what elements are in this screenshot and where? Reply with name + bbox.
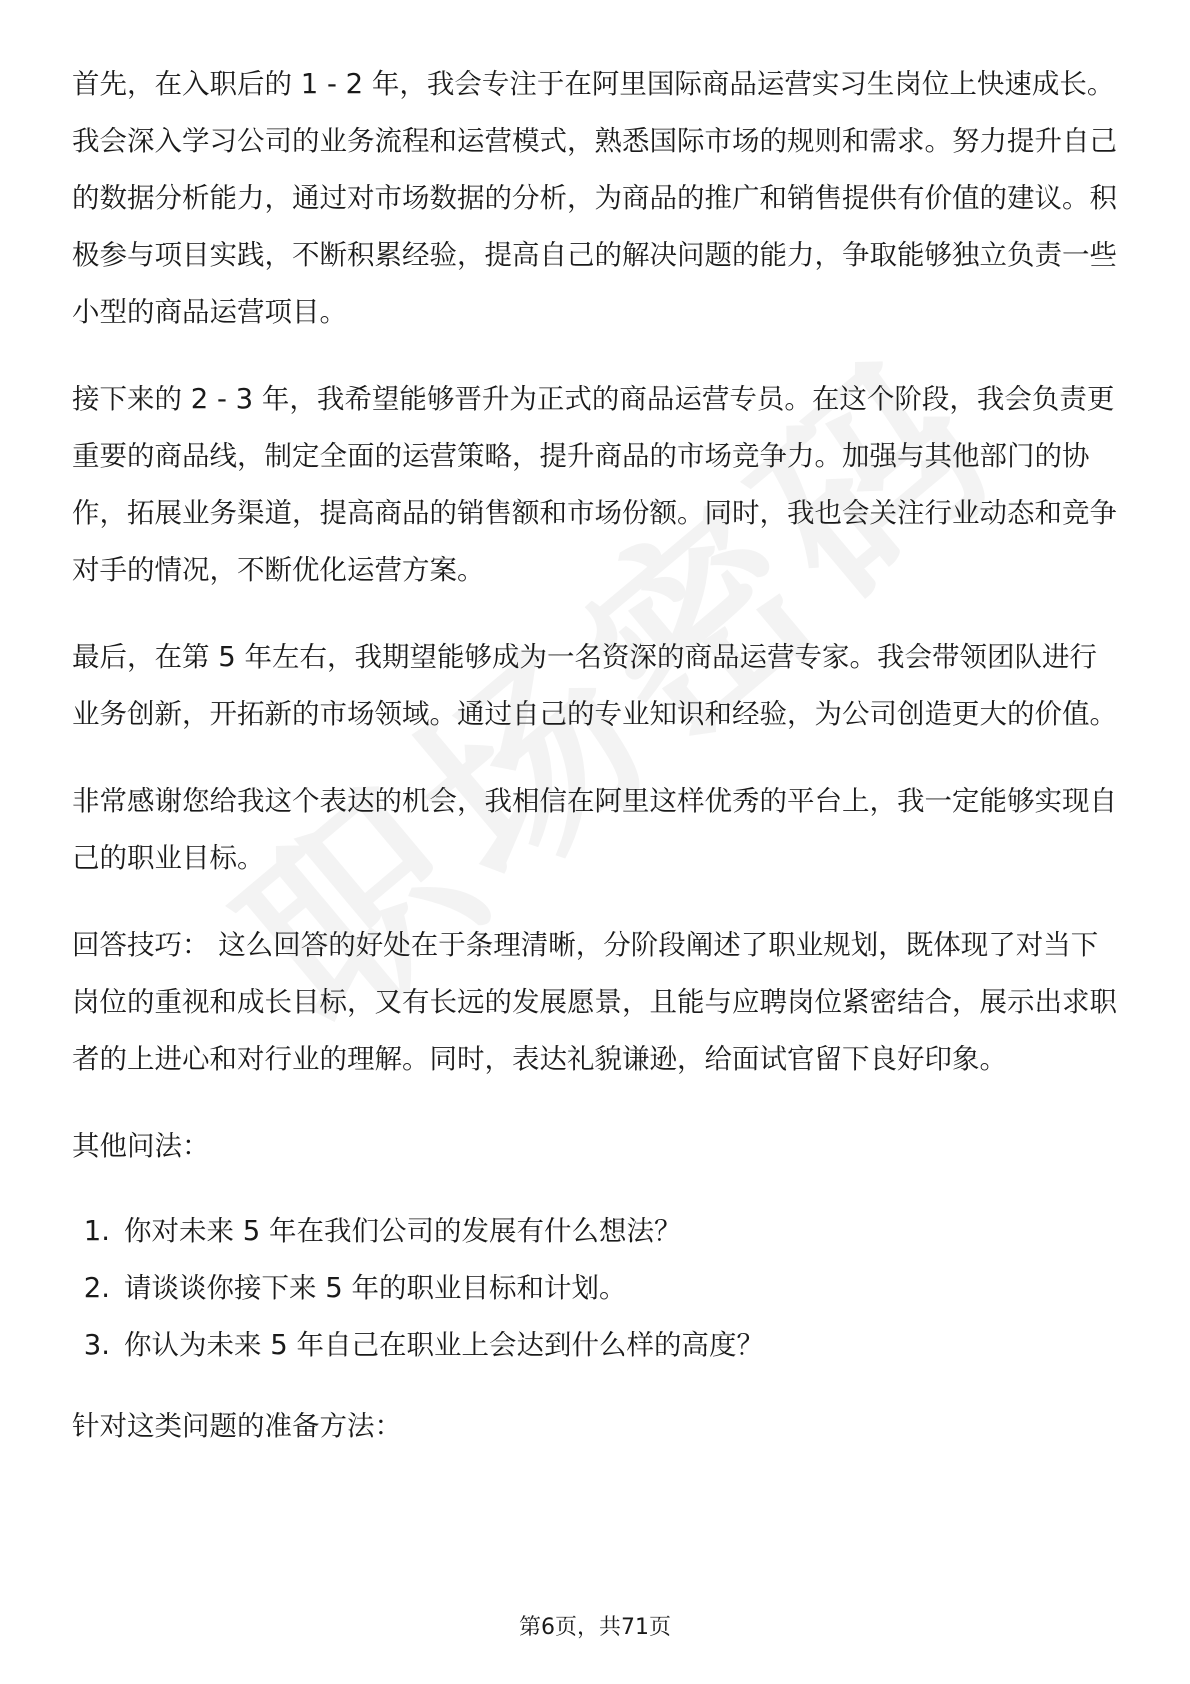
paragraph-closing: 非常感谢您给我这个表达的机会，我相信在阿里这样优秀的平台上，我一定能够实现自己的职业目标。 [72,785,1117,874]
page-footer: 第6页，共71页 [519,1615,671,1640]
document-body [72,56,1122,1485]
list-item [72,1260,1122,1317]
paragraph-stage-1: 首先，在入职后的 1 - 2 年，我会专注于在阿里国际商品运营实习生岗位上快速成长。我会深入学习公司的业务流程和运营模式，熟悉国际市场的规则和需求。努力提升自己的数据分析能力，通过对市场数据的分析，为商品的推广和销售提供有价值的建议。积极参与项目实践，不断积累经验，提高自己的解决问题的能力，争取能够独立负责一些小型的商品运营项目。 [72,68,1117,328]
list-item-number: 3. [83,1329,110,1361]
paragraph-stage-3: 最后，在第 5 年左右，我期望能够成为一名资深的商品运营专家。我会带领团队进行业务创新，开拓新的市场领域。通过自己的专业知识和经验，为公司创造更大的价值。 [72,641,1117,730]
list-item-number: 2. [83,1272,110,1304]
list-item [72,1317,1122,1374]
list-item-text: 你认为未来 5 年自己在职业上会达到什么样的高度？ [124,1329,764,1361]
paragraph-answer-tips: 回答技巧： 这么回答的好处在于条理清晰，分阶段阐述了职业规划，既体现了对当下岗位的重视和成长目标，又有长远的发展愿景，且能与应聘岗位紧密结合，展示出求职者的上进心和对行业的理解。同时，表达礼貌谦逊，给面试官留下良好印象。 [72,929,1117,1075]
other-questions-list [72,1203,1122,1374]
paragraph-stage-2: 接下来的 2 - 3 年，我希望能够晋升为正式的商品运营专员。在这个阶段，我会负责更重要的商品线，制定全面的运营策略，提升商品的市场竞争力。加强与其他部门的协作，拓展业务渠道，提高商品的销售额和市场份额。同时，我也会关注行业动态和竞争对手的情况，不断优化运营方案。 [72,383,1117,586]
list-item-text: 请谈谈你接下来 5 年的职业目标和计划。 [124,1272,627,1304]
list-item [72,1203,1122,1260]
list-item-number: 1. [83,1215,110,1247]
other-questions-heading: 其他问法： [72,1130,210,1162]
list-item-text: 你对未来 5 年在我们公司的发展有什么想法？ [124,1215,682,1247]
preparation-heading: 针对这类问题的准备方法： [72,1410,402,1442]
